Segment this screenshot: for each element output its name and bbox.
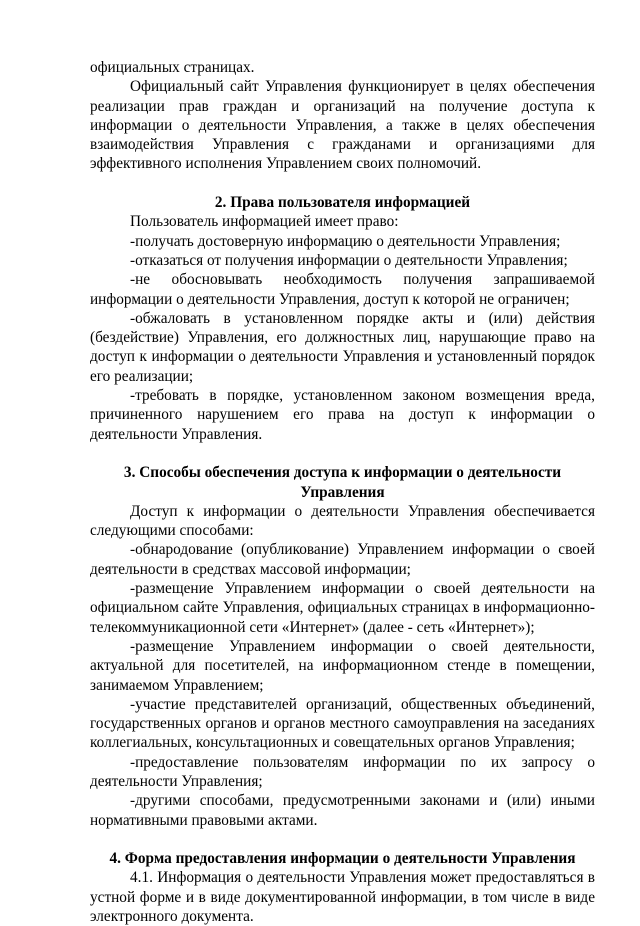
section-2-paragraph-5: -обжаловать в установленном порядке акты и (или) действия (бездействие) Управления, его должностных лиц, нарушающие право на доступ к информации о деятельности Управления и установленный порядок его реализации; (90, 309, 595, 385)
section-2-paragraph-2: -получать достоверную информацию о деятельности Управления; (130, 232, 561, 250)
section-3-paragraph-2: -обнародование (опубликование) Управлением информации о своей деятельности в средствах массовой информации; (90, 541, 595, 578)
section-3-paragraph-6: -предоставление пользователям информации по их запросу о деятельности Управления; (90, 753, 595, 790)
spacer (90, 830, 595, 849)
intro-continuation: официальных страницах. (90, 59, 255, 76)
section-2-paragraph-4: -не обосновывать необходимость получения запрашиваемой информации о деятельности Управления, доступ к которой не ограничен; (90, 271, 595, 308)
section-3-heading-line-1: 3. Способы обеспечения доступа к информации о деятельности (123, 464, 562, 482)
section-2-paragraph-1: Пользователь информацией имеет право: (130, 213, 399, 231)
spacer (90, 444, 595, 463)
section-3-paragraph-3: -размещение Управлением информации о своей деятельности на официальном сайте Управления, официальных страницах в информационно-телекоммуникационной сети «Интернет» (далее - сеть «Интернет»); (90, 580, 595, 636)
section-4-paragraph-1: 4.1. Информация о деятельности Управления может предоставляться в устной форме и в виде документированной информации, в том числе в виде электронного документа. (90, 869, 595, 926)
section-2-paragraph-3: -отказаться от получения информации о деятельности Управления; (130, 251, 568, 269)
section-3-paragraph-1: Доступ к информации о деятельности Управления обеспечивается следующими способами: (90, 502, 595, 540)
document-page (90, 58, 595, 926)
section-2-heading: 2. Права пользователя информацией (214, 194, 471, 212)
section-4-heading: 4. Форма предоставления информации о деятельности Управления (109, 850, 576, 868)
section-3-paragraph-7: -другими способами, предусмотренными законами и (или) иными нормативными правовыми актами. (90, 792, 595, 829)
section-3-heading-line-2: Управления (300, 483, 385, 501)
section-3-paragraph-5: -участие представителей организаций, общественных объединений, государственных органов и органов местного самоуправления на заседаниях коллегиальных, консультационных и совещательных органов Управления; (90, 695, 595, 752)
section-2-paragraph-6: -требовать в порядке, установленном законом возмещения вреда, причиненного нарушением его права на доступ к информации о деятельности Управления. (90, 387, 595, 443)
intro-paragraph: Официальный сайт Управления функционирует в целях обеспечения реализации прав граждан и организаций на получение доступа к информации о деятельности Управления, а также в целях обеспечения взаимодействия Управления с гражданами и организациями для эффективного исполнения Управлением своих полномочий. (90, 78, 595, 173)
section-3-paragraph-4: -размещение Управлением информации о своей деятельности, актуальной для посетителей, на информационном стенде в помещении, занимаемом Управлением; (90, 637, 595, 694)
spacer (90, 174, 595, 193)
